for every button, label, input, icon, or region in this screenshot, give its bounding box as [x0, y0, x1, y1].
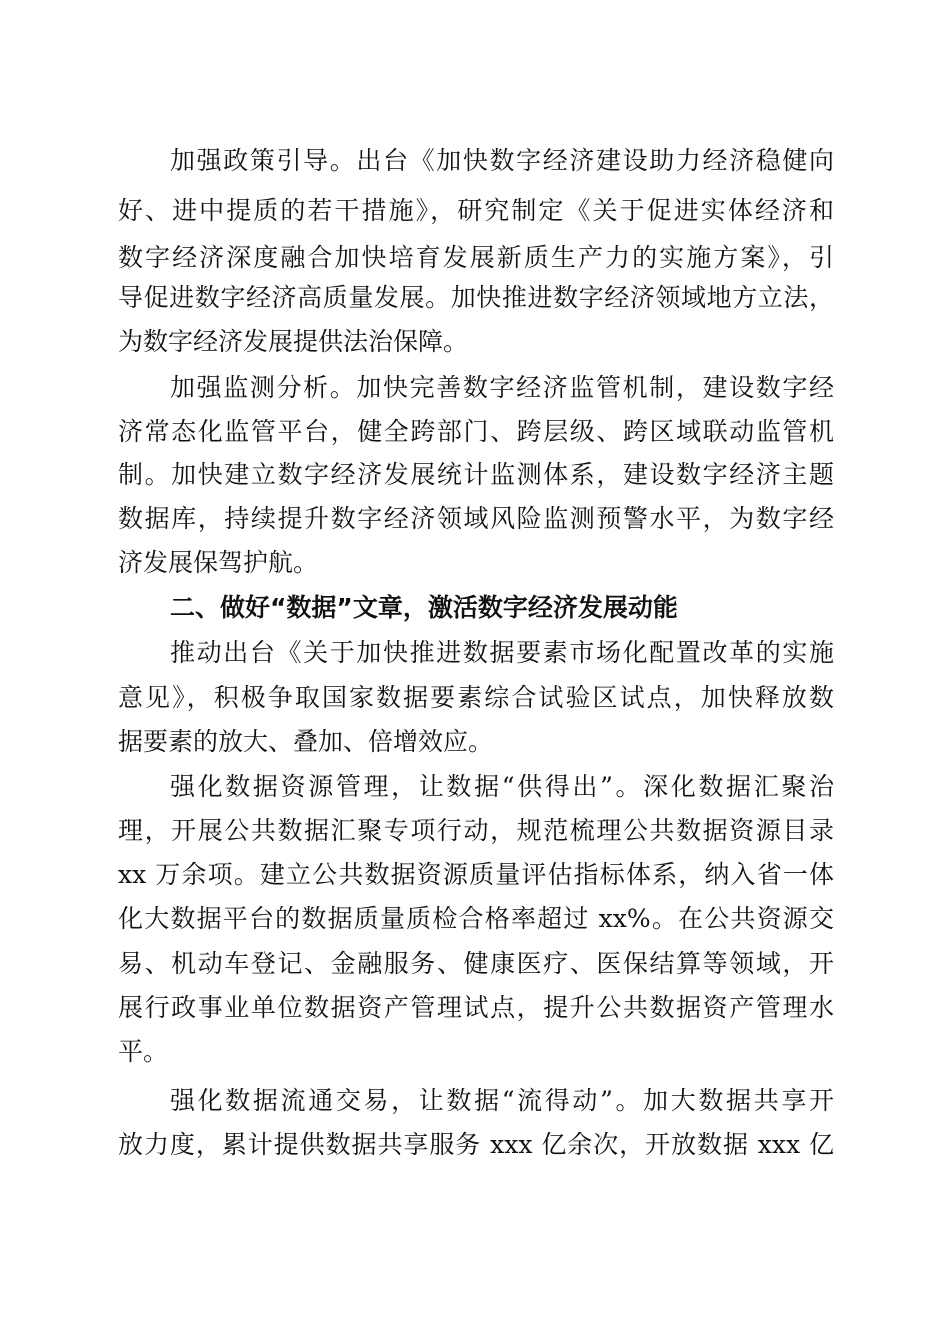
paragraph-2-line-1: 加强监测分析。加快完善数字经济监管机制，建设数字经 [170, 373, 834, 402]
paragraph-3-line-2: 意见》，积极争取国家数据要素综合试验区试点，加快释放数 [118, 683, 834, 712]
paragraph-4-line-2: 理，开展公共数据汇聚专项行动，规范梳理公共数据资源目录 [118, 816, 834, 845]
paragraph-1-line-2: 好、进中提质的若干措施》，研究制定《关于促进实体经济和 [118, 196, 834, 225]
paragraph-2-line-5: 济发展保驾护航。 [118, 548, 319, 577]
paragraph-5-line-2: 放力度，累计提供数据共享服务 xxx 亿余次，开放数据 xxx 亿 [118, 1130, 834, 1159]
section-heading: 二、做好“数据”文章，激活数字经济发展动能 [170, 593, 678, 622]
paragraph-1-line-1: 加强政策引导。出台《加快数字经济建设助力经济稳健向 [170, 146, 834, 175]
paragraph-4-line-5: 易、机动车登记、金融服务、健康医疗、医保结算等领域，开 [118, 949, 834, 978]
paragraph-2-line-2: 济常态化监管平台，健全跨部门、跨层级、跨区域联动监管机 [118, 417, 834, 446]
paragraph-3-line-1: 推动出台《关于加快推进数据要素市场化配置改革的实施 [170, 638, 834, 667]
paragraph-2-line-4: 数据库，持续提升数字经济领域风险监测预警水平，为数字经 [118, 504, 834, 533]
paragraph-1-line-5: 为数字经济发展提供法治保障。 [118, 327, 469, 356]
paragraph-1-line-3: 数字经济深度融合加快培育发展新质生产力的实施方案》，引 [118, 243, 834, 272]
paragraph-1-line-4: 导促进数字经济高质量发展。加快推进数字经济领域地方立法， [118, 283, 834, 312]
paragraph-4-line-1: 强化数据资源管理，让数据“供得出”。深化数据汇聚治 [170, 772, 834, 801]
paragraph-4-line-4: 化大数据平台的数据质量质检合格率超过 xx%。在公共资源交 [118, 904, 834, 933]
paragraph-4-line-7: 平。 [118, 1037, 169, 1066]
paragraph-4-line-3: xx 万余项。建立公共数据资源质量评估指标体系，纳入省一体 [118, 860, 834, 889]
paragraph-2-line-3: 制。加快建立数字经济发展统计监测体系，建设数字经济主题 [118, 460, 834, 489]
paragraph-4-line-6: 展行政事业单位数据资产管理试点，提升公共数据资产管理水 [118, 993, 834, 1022]
paragraph-3-line-3: 据要素的放大、叠加、倍增效应。 [118, 727, 494, 756]
paragraph-5-line-1: 强化数据流通交易，让数据“流得动”。加大数据共享开 [170, 1086, 834, 1115]
